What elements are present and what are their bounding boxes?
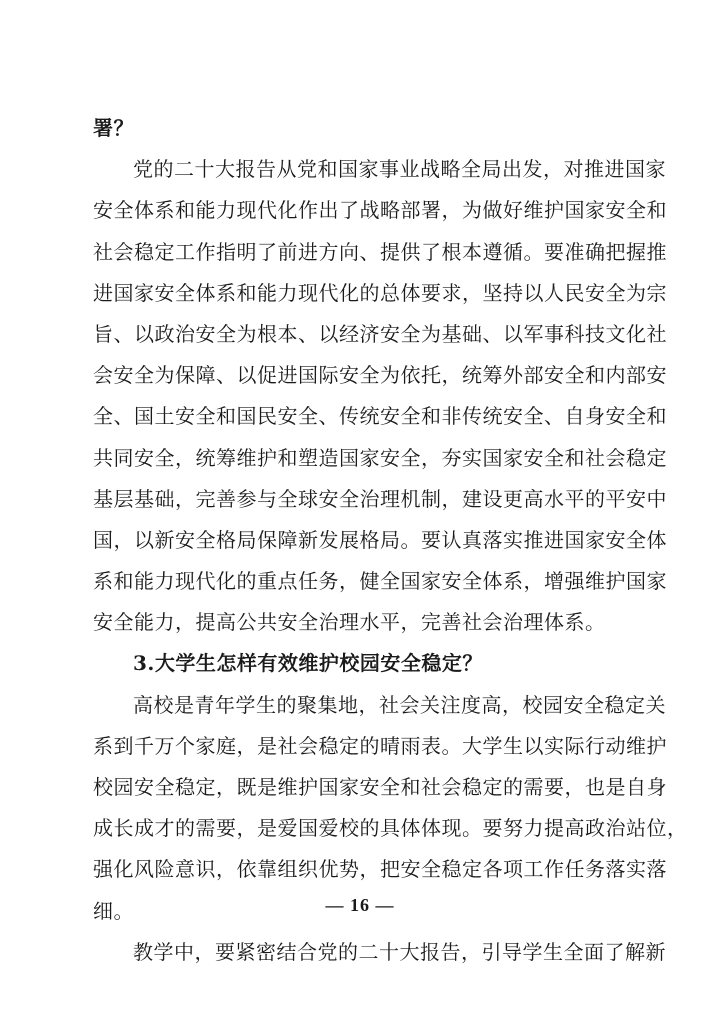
paragraph-line: 安全体系和能力现代化作出了战略部署，为做好维护国家安全和 bbox=[93, 198, 667, 223]
paragraph-line: 进国家安全体系和能力现代化的总体要求，坚持以人民安全为宗 bbox=[93, 280, 667, 305]
page-number: — 16 — bbox=[325, 895, 395, 915]
paragraph-line: 教学中，要紧密结合党的二十大报告，引导学生全面了解新 bbox=[133, 939, 666, 964]
paragraph-line: 安全能力，提高公共安全治理水平，完善社会治理体系。 bbox=[93, 610, 606, 635]
paragraph-line: 细。 bbox=[93, 898, 134, 923]
paragraph-line: 国，以新安全格局保障新发展格局。要认真落实推进国家安全体 bbox=[93, 527, 667, 552]
paragraph-line: 旨、以政治安全为根本、以经济安全为基础、以军事科技文化社 bbox=[93, 321, 667, 346]
paragraph-line: 高校是青年学生的聚集地，社会关注度高，校园安全稳定关 bbox=[133, 692, 666, 717]
paragraph-line: 校园安全稳定，既是维护国家安全和社会稳定的需要，也是自身 bbox=[93, 775, 667, 799]
paragraph-line: 基层基础，完善参与全球安全治理机制，建设更高水平的平安中 bbox=[93, 486, 667, 511]
paragraph-line: 社会稳定工作指明了前进方向、提供了根本遵循。要准确把握推 bbox=[93, 239, 667, 264]
heading-fragment: 署？ bbox=[93, 116, 134, 140]
paragraph-line: 成长成才的需要，是爱国爱校的具体体现。要努力提高政治站位， bbox=[93, 816, 688, 841]
paragraph-line: 共同安全，统筹维护和塑造国家安全，夯实国家安全和社会稳定 bbox=[93, 445, 667, 470]
paragraph-line: 会安全为保障、以促进国际安全为依托，统筹外部安全和内部安 bbox=[93, 363, 667, 388]
paragraph-line: 系和能力现代化的重点任务，健全国家安全体系，增强维护国家 bbox=[93, 569, 667, 594]
paragraph-line: 党的二十大报告从党和国家事业战略全局出发，对推进国家 bbox=[133, 157, 666, 182]
paragraph-line: 强化风险意识，依靠组织优势，把安全稳定各项工作任务落实落 bbox=[93, 857, 667, 882]
paragraph-line: 全、国土安全和国民安全、传统安全和非传统安全、自身安全和 bbox=[93, 404, 667, 429]
document-body bbox=[93, 108, 688, 973]
section-heading: 3.大学生怎样有效维护校园安全稳定？ bbox=[133, 651, 483, 676]
paragraph-line: 系到千万个家庭，是社会稳定的晴雨表。大学生以实际行动维护 bbox=[93, 733, 667, 758]
